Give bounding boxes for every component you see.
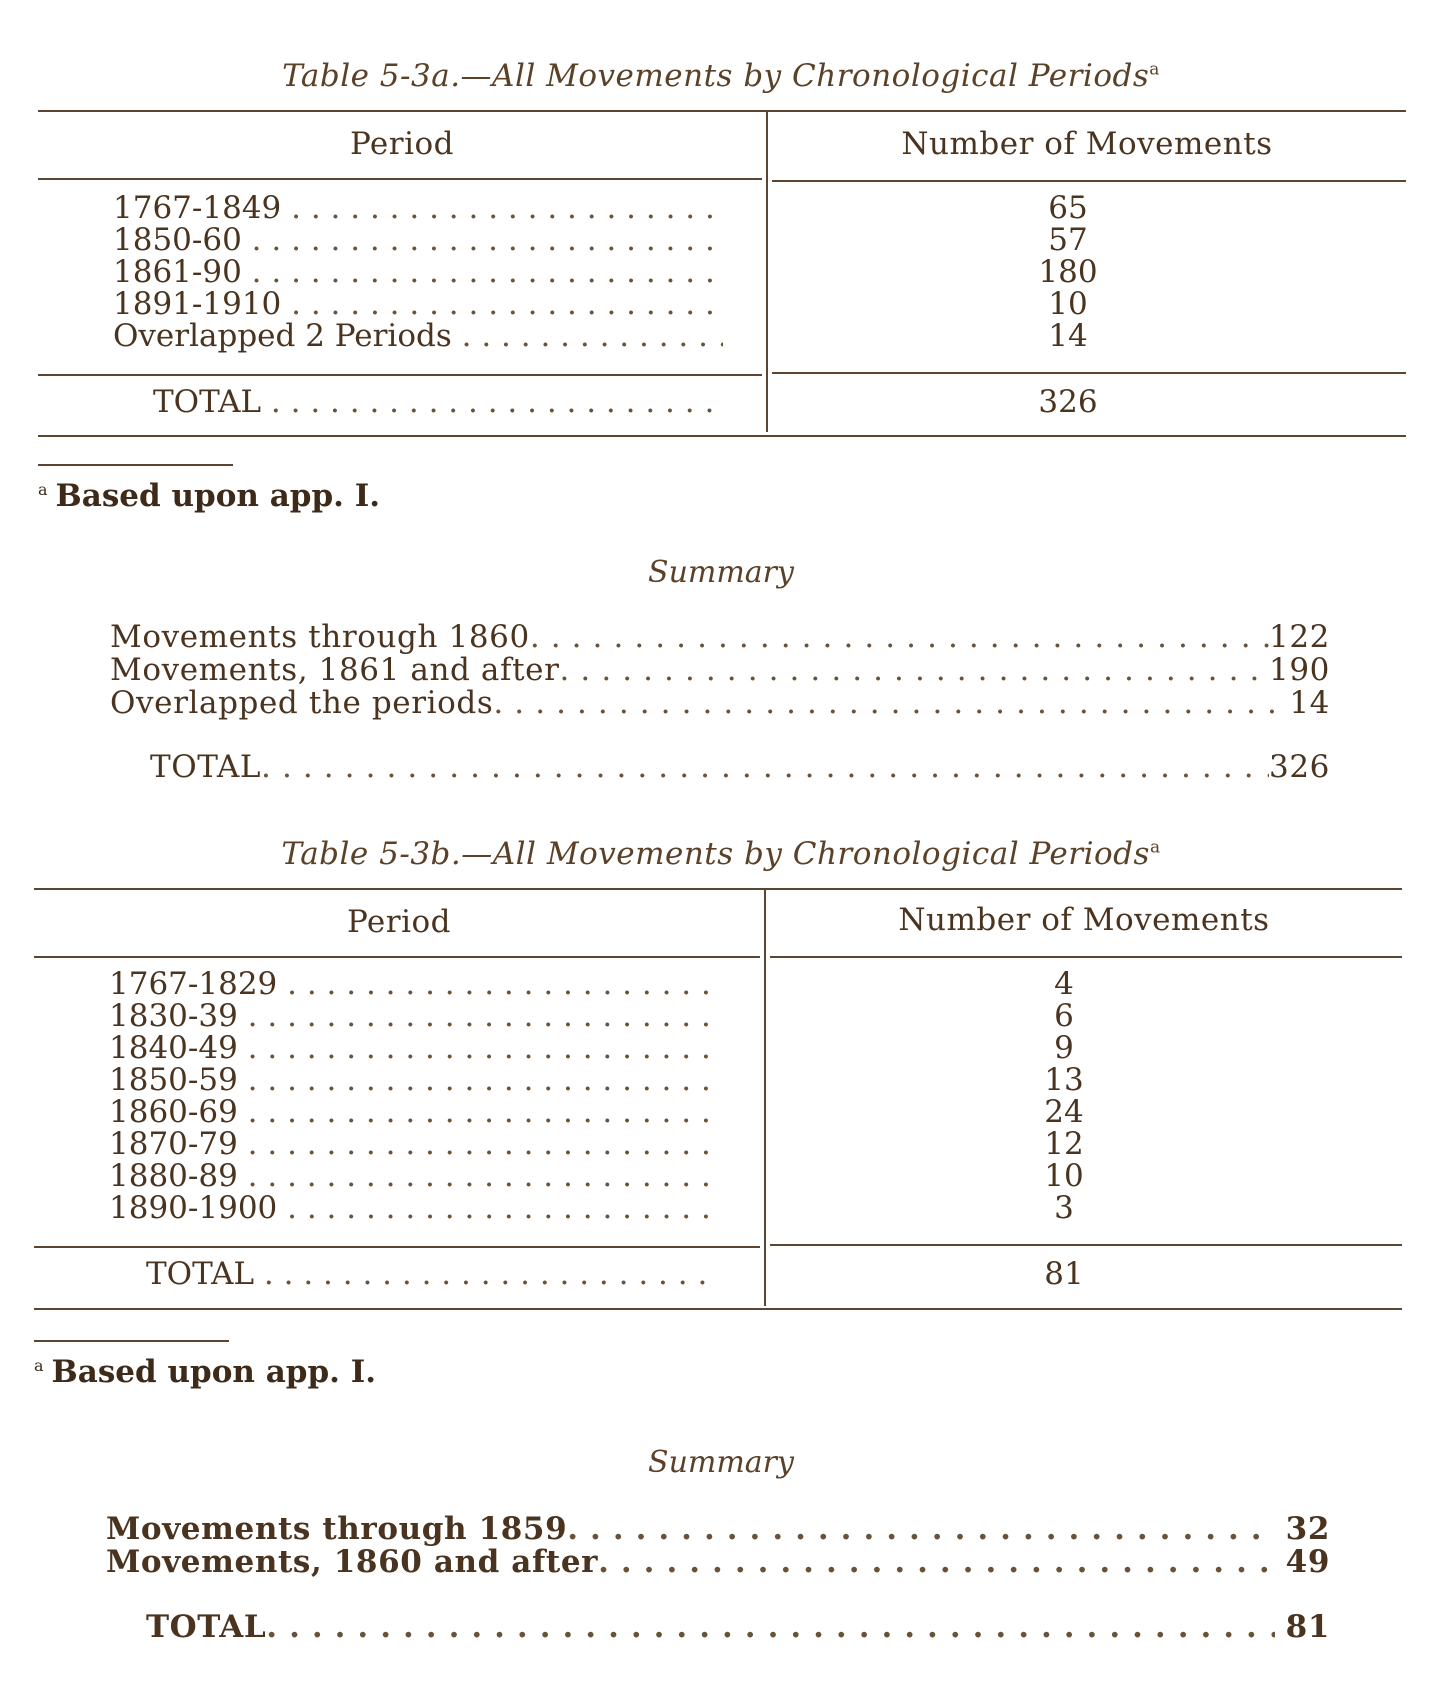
table-b-period-cell: 1890-1900 . . . [109, 1192, 719, 1225]
summary-b-label: Movements through 1859 [106, 1511, 568, 1547]
table-b-value-cell: 9 [1054, 1030, 1074, 1066]
table-b-total-value: 81 [1044, 1256, 1084, 1292]
table-b-footnote-marker: a [34, 1355, 44, 1375]
table-row [38, 320, 1406, 353]
table-a-header-rule-left [38, 178, 762, 180]
summary-b-leader [567, 1512, 1275, 1546]
summary-a-leader [560, 653, 1270, 687]
summary-a-heading: Summary [648, 555, 794, 590]
table-row [34, 1128, 1402, 1161]
table-b-footnote [34, 1354, 376, 1390]
table-b-header-period: Period [346, 904, 452, 940]
table-a-period-cell: Overlapped 2 Periods . . . [113, 320, 723, 353]
table-row [34, 1000, 1402, 1033]
table-b-total-label: TOTAL . . . [146, 1258, 719, 1291]
summary-a-value: 190 [1269, 652, 1330, 688]
table-a-caption [0, 58, 1442, 94]
summary-b-leader [266, 1610, 1275, 1644]
table-row [38, 224, 1406, 257]
table-a-value-cell: 57 [1048, 222, 1088, 258]
table-a-header-period: Period [349, 126, 455, 162]
table-b-period-cell: 1850-59 . . . [109, 1064, 719, 1097]
summary-b-total-label: TOTAL [146, 1609, 267, 1645]
table-a-top-rule [38, 110, 1406, 112]
table-row [34, 1192, 1402, 1225]
summary-b-leader [598, 1545, 1275, 1579]
table-b-header-rule-right [770, 956, 1402, 958]
table-b-header-number: Number of Movements [898, 902, 1270, 938]
table-b-value-cell: 13 [1044, 1062, 1084, 1098]
summary-b-total-value: 81 [1285, 1609, 1330, 1645]
table-b-period-cell: 1880-89 . . . [109, 1160, 719, 1193]
summary-a-label: Movements, 1861 and after [110, 652, 560, 688]
table-a-footnote-text: Based upon app. I. [55, 478, 381, 514]
summary-a-total-value: 326 [1269, 749, 1330, 785]
table-row [38, 288, 1406, 321]
table-b-period-cell: 1767-1829 . . . [109, 968, 719, 1001]
table-row [34, 1160, 1402, 1193]
table-row [38, 192, 1406, 225]
table-b-caption-marker: a [1149, 837, 1161, 858]
table-a-header-number: Number of Movements [901, 126, 1273, 162]
table-a-period-cell: 1850-60 . . . [113, 224, 723, 257]
table-b-footnote-rule [34, 1340, 229, 1342]
table-a-total-rule-right [772, 372, 1406, 374]
table-b [34, 888, 1402, 1318]
table-row [38, 256, 1406, 289]
table-a-total-row [38, 386, 1406, 419]
table-b-value-cell: 24 [1044, 1094, 1084, 1130]
table-b-value-cell: 6 [1054, 998, 1074, 1034]
summary-a-row [110, 620, 1330, 654]
table-b-total-rule-left [34, 1246, 760, 1248]
summary-a-leader [493, 686, 1275, 720]
table-b-period-cell: 1830-39 . . . [109, 1000, 719, 1033]
summary-b-total-row [146, 1610, 1330, 1644]
table-row [34, 968, 1402, 1001]
table-a-caption-text: Table 5-3a.—All Movements by Chronological Periods [282, 58, 1150, 94]
table-a-header-rule-right [772, 180, 1406, 182]
table-b-period-cell: 1870-79 . . . [109, 1128, 719, 1161]
table-a [38, 110, 1406, 440]
table-a-footnote-marker: a [38, 479, 48, 499]
table-b-value-cell: 10 [1044, 1158, 1084, 1194]
summary-b-label: Movements, 1860 and after [106, 1544, 599, 1580]
table-row [34, 1032, 1402, 1065]
table-a-total-value: 326 [1038, 384, 1098, 420]
summary-b-row [106, 1545, 1330, 1579]
table-a-total-rule-left [38, 374, 762, 376]
table-a-bottom-rule [38, 435, 1406, 437]
table-b-bottom-rule [34, 1308, 1402, 1310]
table-a-value-cell: 14 [1048, 318, 1088, 354]
summary-b-value: 32 [1285, 1511, 1330, 1547]
table-b-value-cell: 3 [1054, 1190, 1074, 1226]
summary-a-row [110, 686, 1330, 720]
table-a-period-cell: 1891-1910 . . . [113, 288, 723, 321]
table-b-total-rule-right [770, 1244, 1402, 1246]
summary-a-leader [530, 620, 1269, 654]
table-a-total-label: TOTAL . . . [153, 386, 723, 419]
table-a-value-cell: 10 [1048, 286, 1088, 322]
summary-b-heading: Summary [648, 1445, 794, 1480]
table-a-caption-marker: a [1149, 59, 1160, 80]
summary-b-value: 49 [1285, 1544, 1330, 1580]
table-a-value-cell: 65 [1048, 190, 1088, 226]
summary-a-total-row [150, 750, 1330, 784]
summary-a-value: 122 [1269, 619, 1330, 655]
table-row [34, 1096, 1402, 1129]
summary-b-row [106, 1512, 1330, 1546]
table-a-period-cell: 1767-1849 . . . [113, 192, 723, 225]
table-b-caption [0, 836, 1442, 872]
table-a-footnote [38, 478, 380, 514]
summary-a-leader [261, 750, 1269, 784]
table-b-footnote-text: Based upon app. I. [51, 1354, 377, 1390]
summary-a-value: 14 [1289, 685, 1330, 721]
table-row [34, 1064, 1402, 1097]
summary-a-row [110, 653, 1330, 687]
table-b-total-row [34, 1258, 1402, 1291]
table-b-period-cell: 1840-49 . . . [109, 1032, 719, 1065]
table-a-value-cell: 180 [1038, 254, 1098, 290]
summary-a-label: Movements through 1860 [110, 619, 530, 655]
table-b-period-cell: 1860-69 . . . [109, 1096, 719, 1129]
table-a-period-cell: 1861-90 . . . [113, 256, 723, 289]
summary-a-total-label: TOTAL [150, 749, 262, 785]
table-b-top-rule [34, 888, 1402, 890]
table-b-value-cell: 4 [1054, 966, 1074, 1002]
summary-a-label: Overlapped the periods [110, 685, 494, 721]
table-b-header-rule-left [34, 956, 760, 958]
table-b-value-cell: 12 [1044, 1126, 1084, 1162]
table-b-caption-text: Table 5-3b.—All Movements by Chronological Periods [281, 836, 1150, 872]
table-a-footnote-rule [38, 464, 233, 466]
